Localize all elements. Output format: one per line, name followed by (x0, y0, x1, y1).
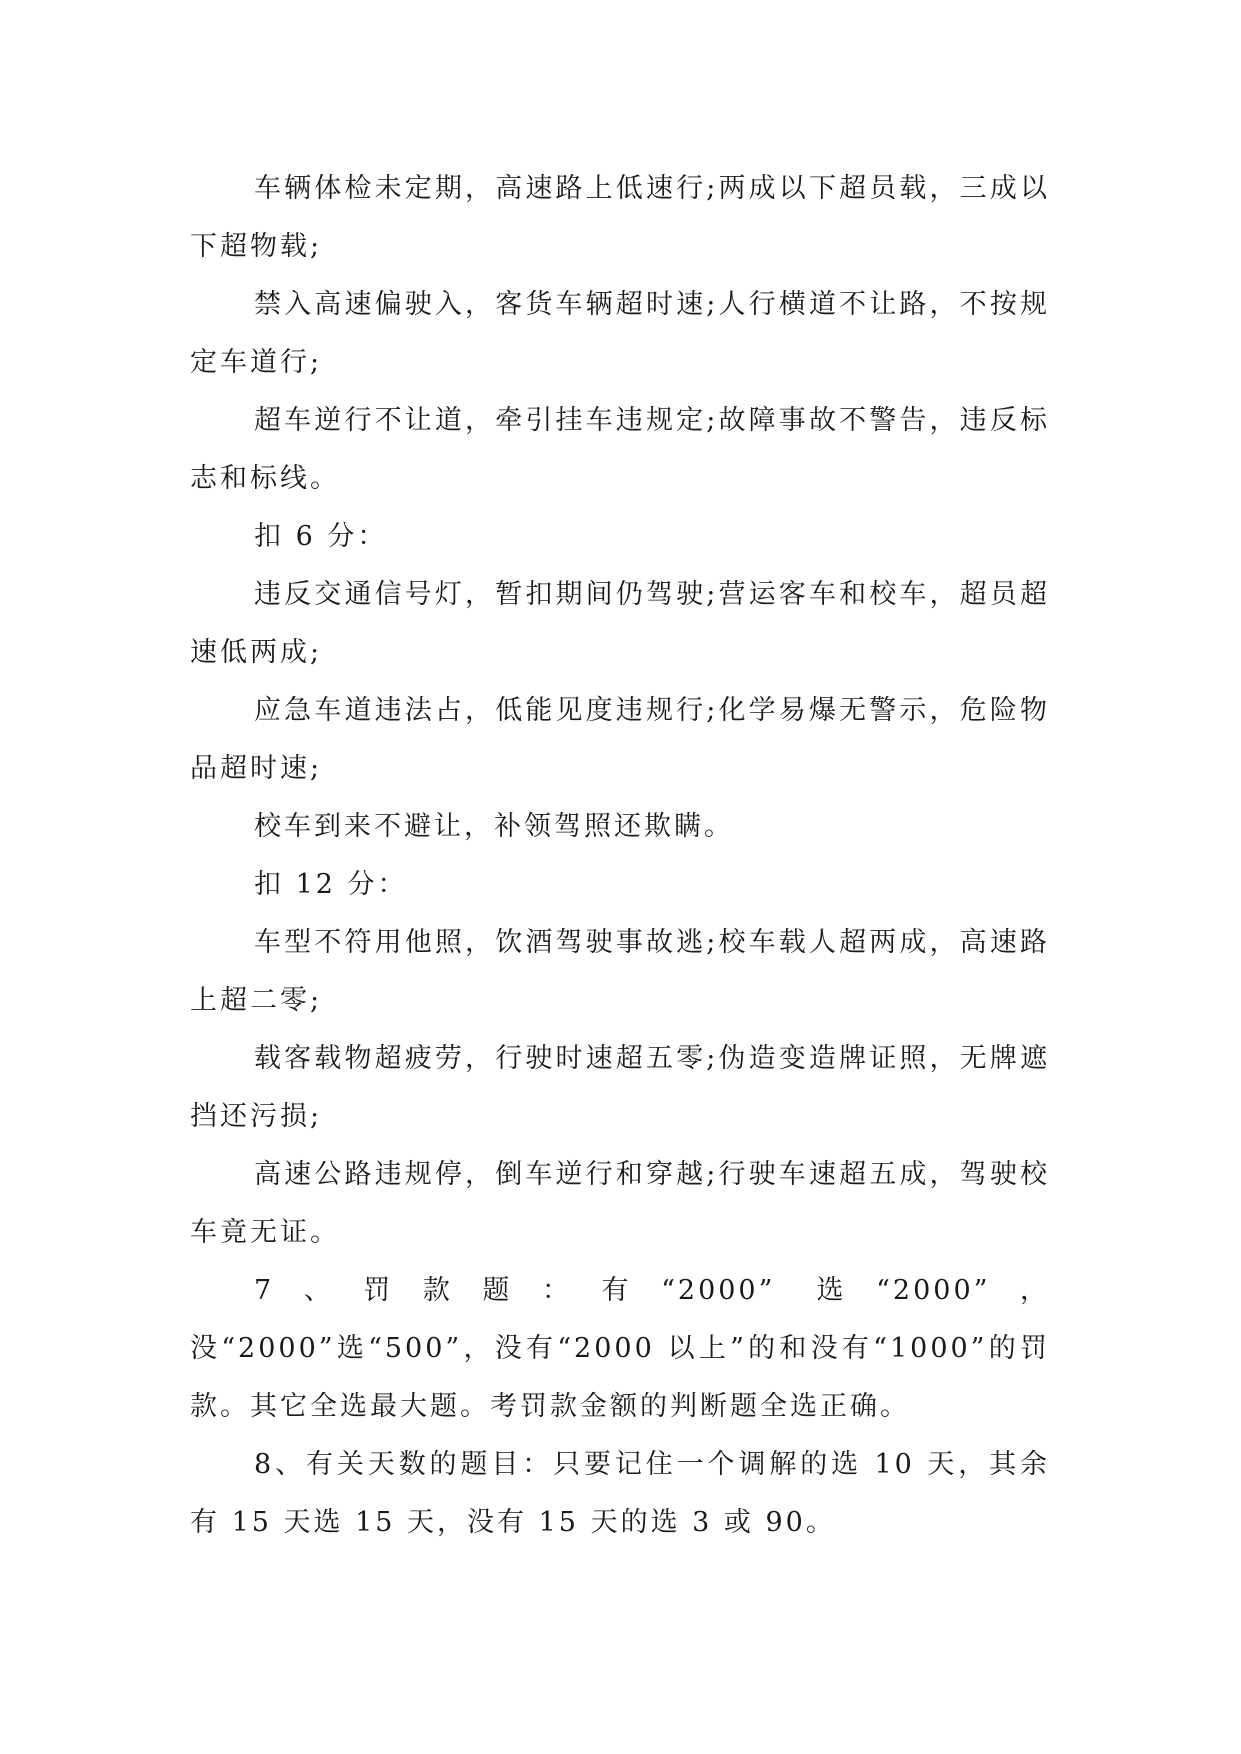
section-heading: 扣 6 分： (254, 521, 388, 552)
paragraph: 校车到来不避让，补领驾照还欺瞒。 (254, 811, 734, 842)
paragraph: 车型不符用他照，饮酒驾驶事故逃;校车载人超两成，高速路上超二零; (190, 927, 1050, 1016)
paragraph: 超车逆行不让道，牵引挂车违规定;故障事故不警告，违反标志和标线。 (190, 405, 1050, 494)
paragraph: 7、罚款题：有“2000” 选“2000”，没“2000”选“500”，没有“2000 以上”的和没有“1000”的罚款。其它全选最大题。考罚款金额的判断题全选正确。 (190, 1275, 1050, 1422)
paragraph: 禁入高速偏驶入，客货车辆超时速;人行横道不让路，不按规定车道行; (190, 289, 1050, 378)
paragraph: 高速公路违规停，倒车逆行和穿越;行驶车速超五成，驾驶校车竟无证。 (190, 1159, 1050, 1248)
paragraph: 违反交通信号灯，暂扣期间仍驾驶;营运客车和校车，超员超速低两成; (190, 579, 1050, 668)
paragraph: 应急车道违法占，低能见度违规行;化学易爆无警示，危险物品超时速; (190, 695, 1050, 784)
paragraph: 8、有关天数的题目：只要记住一个调解的选 10 天，其余有 15 天选 15 天，没有 15 天的选 3 或 90。 (190, 1449, 1050, 1538)
section-heading: 扣 12 分： (254, 869, 408, 900)
document-body (190, 160, 1050, 1552)
paragraph: 载客载物超疲劳，行驶时速超五零;伪造变造牌证照，无牌遮挡还污损; (190, 1043, 1050, 1132)
paragraph: 车辆体检未定期，高速路上低速行;两成以下超员载，三成以下超物载; (190, 173, 1050, 262)
